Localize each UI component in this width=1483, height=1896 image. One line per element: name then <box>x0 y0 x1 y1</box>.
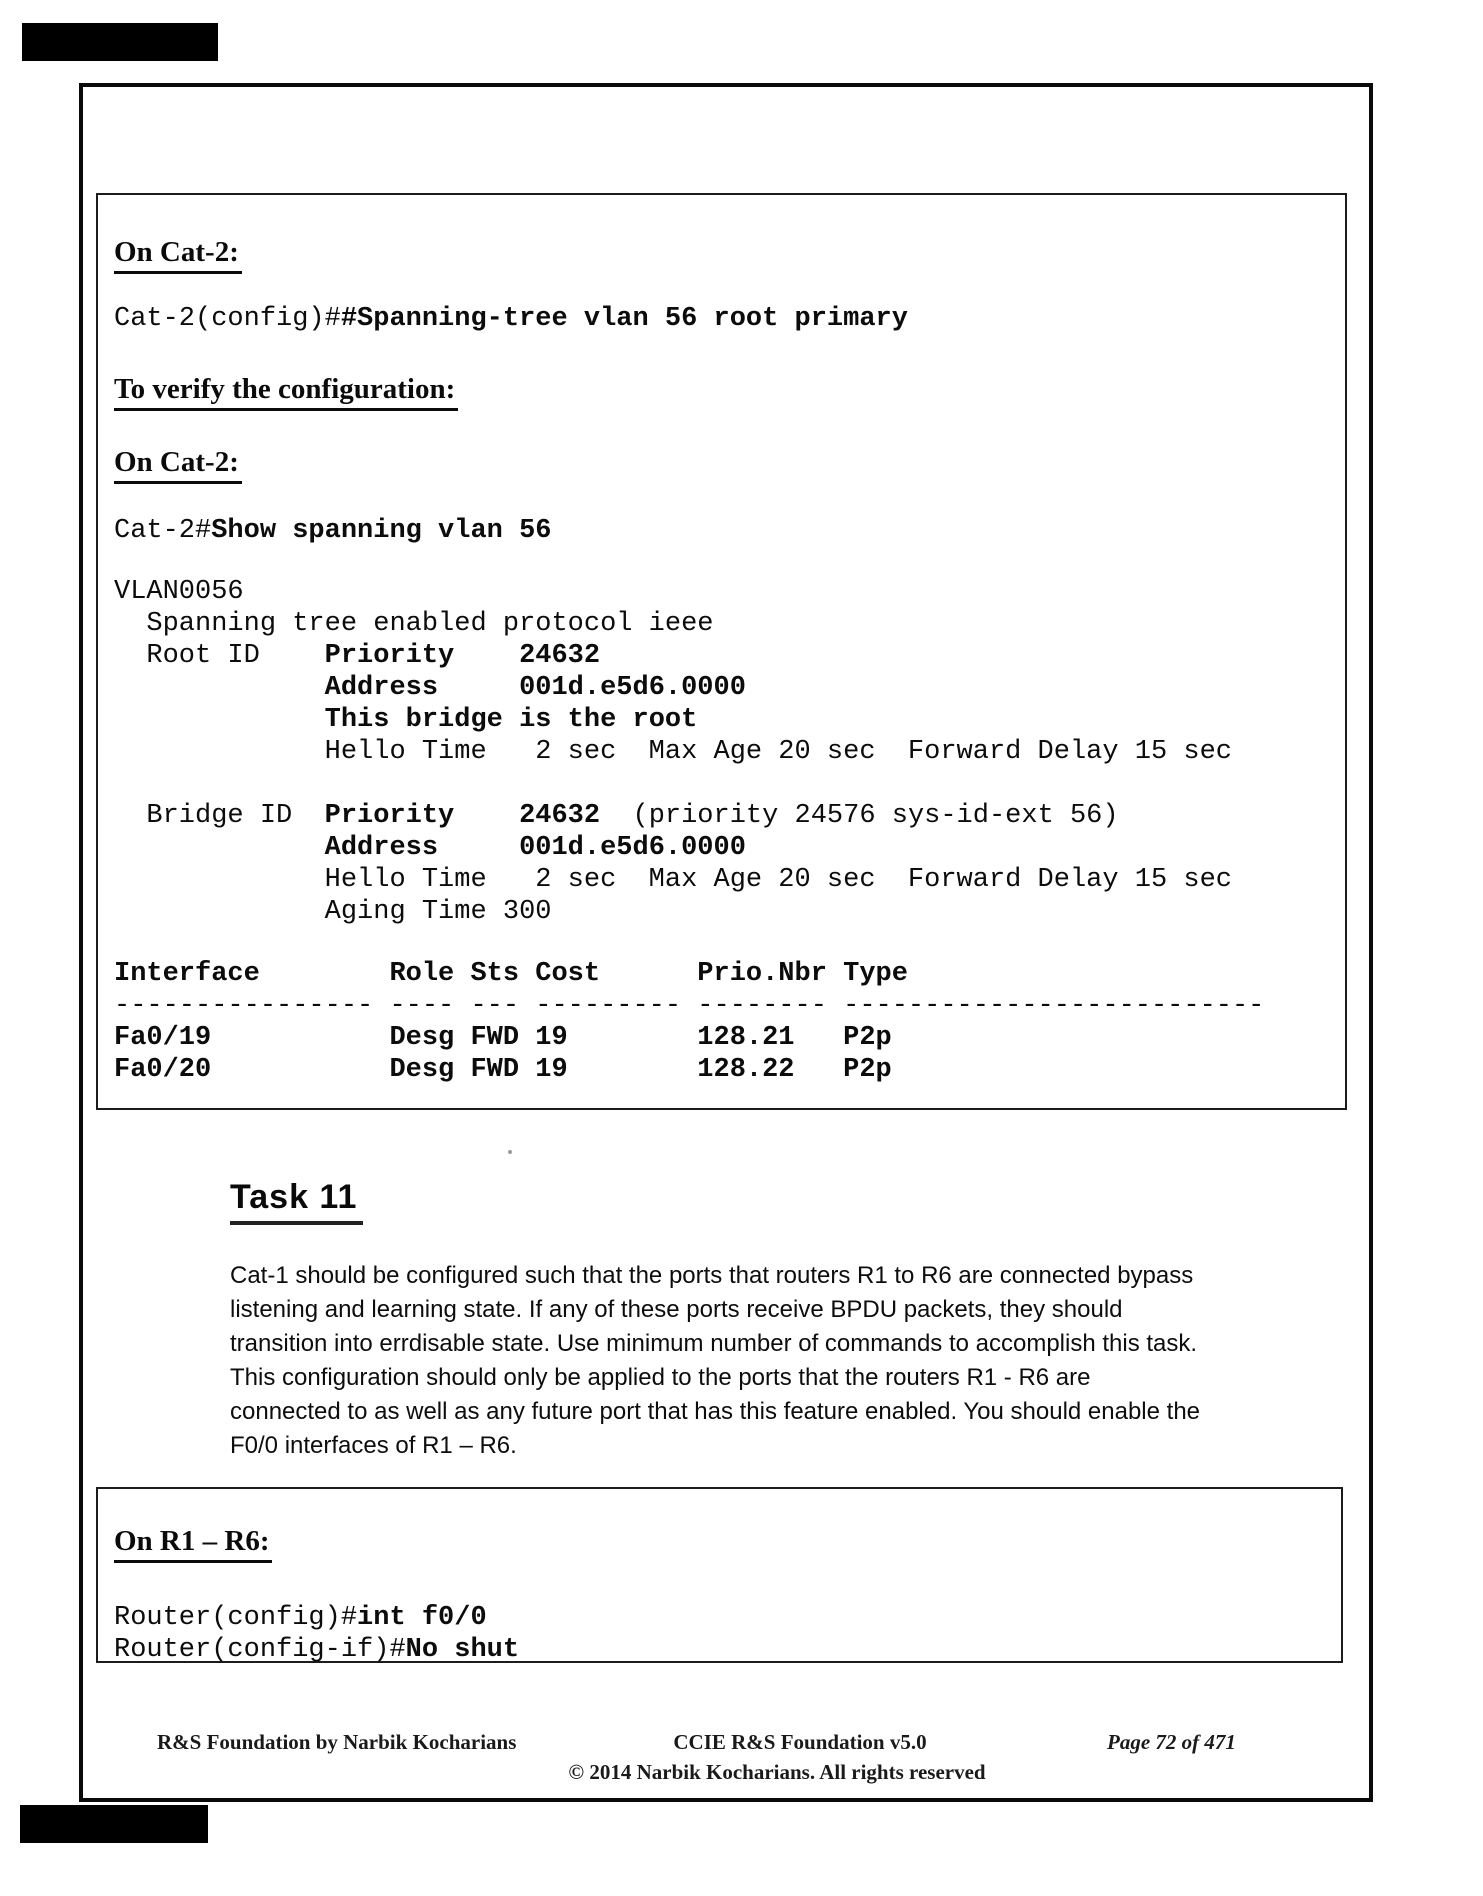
task-description <box>230 1259 1320 1463</box>
cli-line-show-spanning <box>114 515 551 547</box>
table-row: Interface Role Sts Cost Prio.Nbr Type <box>114 959 908 989</box>
footer-page-number: Page 72 of 471 <box>1107 1730 1236 1754</box>
footer-course-title: CCIE R&S Foundation v5.0 <box>673 1730 927 1754</box>
scan-artifact-bottom <box>20 1805 208 1843</box>
table-row: Fa0/20 Desg FWD 19 128.22 P2p <box>114 1055 892 1085</box>
heading-on-cat2-2: On Cat-2: <box>114 446 242 484</box>
table-row: ---------------- ---- --- --------- -------- -------------------------- <box>114 991 1265 1021</box>
console-line: Bridge ID Priority 24632 (priority 24576 sys-id-ext 56) <box>114 801 1119 831</box>
console-line: Aging Time 300 <box>114 897 552 927</box>
heading-on-r1-r6: On R1 – R6: <box>114 1525 272 1563</box>
footer-author: R&S Foundation by Narbik Kocharians <box>157 1730 517 1754</box>
paragraph-line: This configuration should only be applied to the ports that the routers R1 - R6 are <box>230 1364 1091 1391</box>
cli-line-int-f00 <box>114 1602 487 1634</box>
console-line: Address 001d.e5d6.0000 <box>324 833 746 863</box>
console-line: Spanning tree enabled protocol ieee <box>114 609 714 639</box>
table-row: Fa0/19 Desg FWD 19 128.21 P2p <box>114 1023 892 1053</box>
cli-prompt: Router(config)# <box>114 1603 358 1633</box>
console-line: VLAN0056 <box>114 577 244 607</box>
cli-prompt: Router(config-if)# <box>114 1635 406 1665</box>
console-line: This bridge is the root <box>324 705 698 735</box>
heading-on-cat2: On Cat-2: <box>114 236 242 274</box>
cli-command: #Spanning-tree vlan 56 root primary <box>340 304 908 334</box>
cli-prompt: Cat-2(config)# <box>114 304 341 334</box>
r1-r6-config-box <box>96 1487 1343 1663</box>
console-line <box>114 768 1232 800</box>
cli-prompt: Cat-2# <box>114 516 212 546</box>
cli-command: No shut <box>405 1635 520 1665</box>
paragraph-line: transition into errdisable state. Use minimum number of commands to accomplish this task. <box>230 1330 1198 1357</box>
paragraph-line: Cat-1 should be configured such that the ports that routers R1 to R6 are connected bypass <box>230 1262 1194 1289</box>
console-line: Hello Time 2 sec Max Age 20 sec Forward Delay 15 sec <box>114 737 1232 767</box>
heading-verify-configuration: To verify the configuration: <box>114 373 458 411</box>
page-footer <box>83 1730 1369 1800</box>
scan-artifact-top <box>22 23 218 61</box>
console-line: Hello Time 2 sec Max Age 20 sec Forward Delay 15 sec <box>114 865 1232 895</box>
paragraph-line: connected to as well as any future port that has this feature enabled. You should enable the <box>230 1398 1201 1425</box>
cli-line-no-shut <box>114 1634 519 1666</box>
footer-copyright: © 2014 Narbik Kocharians. All rights reserved <box>568 1760 986 1784</box>
interface-table <box>114 958 1264 1086</box>
cat2-config-output-box <box>96 193 1347 1110</box>
paragraph-line: F0/0 interfaces of R1 – R6. <box>230 1432 517 1459</box>
cli-command: Show spanning vlan 56 <box>211 516 552 546</box>
task-title: Task 11 <box>230 1179 363 1225</box>
cli-command: int f0/0 <box>357 1603 487 1633</box>
page-border <box>79 83 1373 1802</box>
console-line: Address 001d.e5d6.0000 <box>324 673 746 703</box>
cli-line-spanning-tree <box>114 303 908 335</box>
paragraph-line: listening and learning state. If any of these ports receive BPDU packets, they should <box>230 1296 1123 1323</box>
console-line: Root ID Priority 24632 <box>114 641 601 671</box>
spanning-tree-output <box>114 576 1232 928</box>
